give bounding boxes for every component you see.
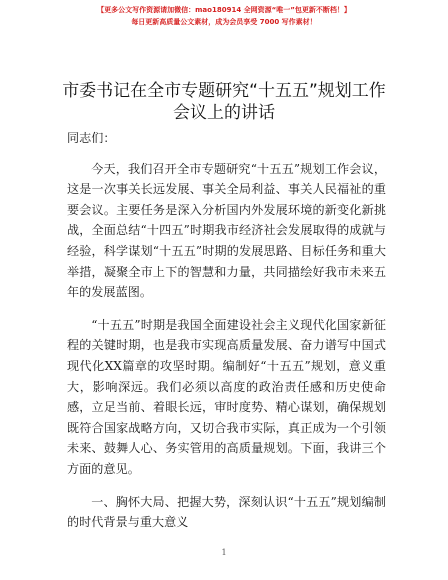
promo-banner — [0, 4, 448, 28]
title-line-2: 会议上的讲话 — [173, 103, 275, 123]
body-paragraph-1: 今天，我们召开全市专题研究“十五五”规划工作会议，这是一次事关长远发展、事关全局利益、事关人民福祉的重要会议。主要任务是深入分析国内外发展环境的新变化新挑战，全面总结“十四五”时期我市经济社会发展取得的成就与经验，科学谋划“十五五”时期的发展思路、目标任务和重大举措，凝聚全市上下的智慧和力量，共同描绘好我市未来五年的发展蓝图。 — [67, 161, 386, 300]
promo-banner-line1: 【更多公文写作资源请加微信：mao180914 全网资源“唯一”包更新不断档！】 — [97, 6, 351, 14]
promo-banner-line2: 每日更新高质量公文素材，成为会员享受 7000 写作素材！ — [131, 18, 317, 26]
page-number: 1 — [221, 548, 227, 557]
document-body — [67, 128, 386, 533]
title-line-1: 市委书记在全市专题研究“十五五”规划工作 — [62, 81, 386, 101]
salutation: 同志们： — [67, 131, 116, 145]
document-title — [40, 80, 408, 124]
body-paragraph-2: “十五五”时期是我国全面建设社会主义现代化国家新征程的关键时期，也是我市实现高质量发展、奋力谱写中国式现代化XX篇章的攻坚时期。编制好“十五五”规划，意义重大，影响深远。我们必须以高度的政治责任感和历史使命感，立足当前、着眼长远，审时度势、精心谋划，确保规划既符合国家战略方向，又切合我市实际，真正成为一个引领未来、鼓舞人心、务实管用的高质量规划。下面，我讲三个方面的意见。 — [67, 317, 386, 476]
section-heading: 一、胸怀大局、把握大势，深刻认识“十五五”规划编制的时代背景与重大意义 — [67, 494, 386, 530]
